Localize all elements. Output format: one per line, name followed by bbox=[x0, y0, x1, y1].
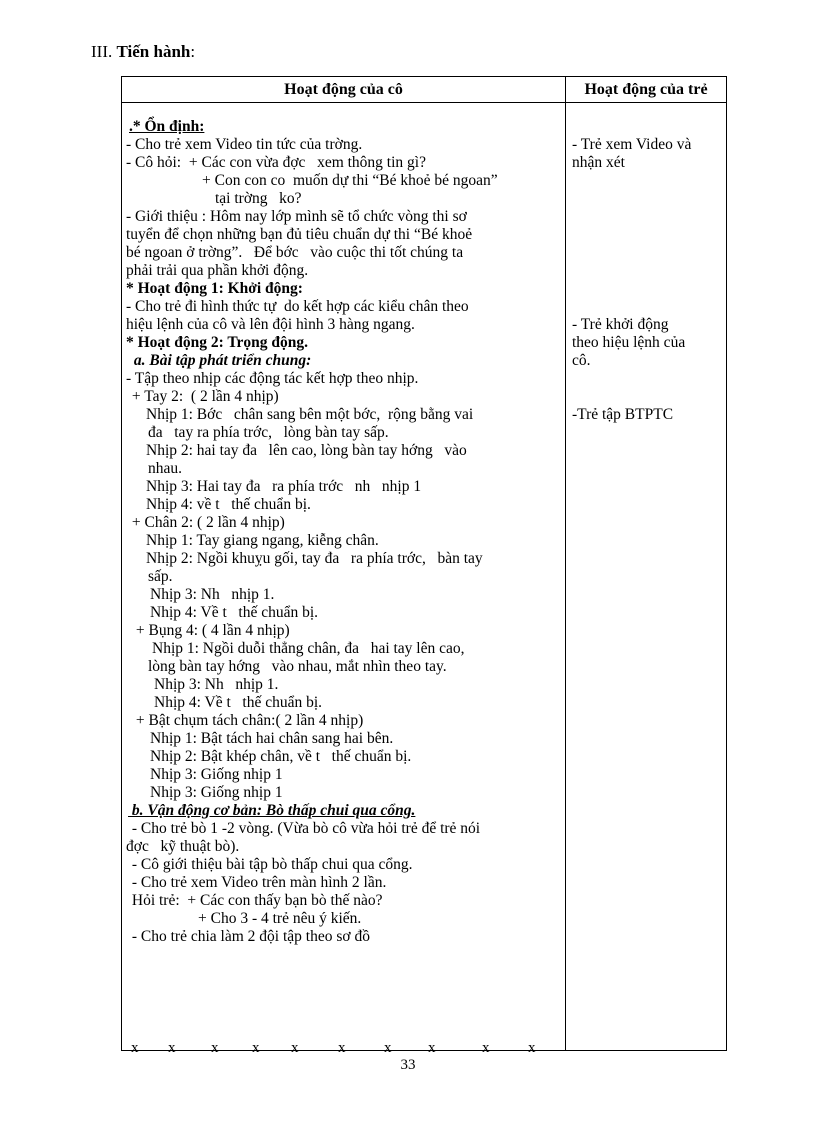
section-colon: : bbox=[190, 42, 196, 61]
teacher-activity-line: Nhịp 1: Bật tách hai chân sang hai bên. bbox=[150, 730, 394, 747]
teacher-activity-line: - Giới thiệu : Hôm nay lớp mình sẽ tổ chức vòng thi sơ bbox=[126, 208, 467, 225]
teacher-activity-line: Nhịp 3: Hai tay đa ra phía trớc nh nhịp 1 bbox=[146, 478, 422, 495]
header-rule bbox=[122, 102, 726, 103]
header-teacher-activity: Hoạt động của cô bbox=[284, 81, 403, 98]
child-activity-line: -Trẻ tập BTPTC bbox=[572, 406, 674, 423]
teacher-activity-line: Nhịp 3: Giống nhịp 1 bbox=[150, 784, 283, 801]
teacher-activity-line: * Hoạt động 1: Khởi động: bbox=[126, 280, 303, 297]
teacher-activity-line: + Tay 2: ( 2 lần 4 nhịp) bbox=[128, 388, 279, 405]
teacher-activity-line: - Cho trẻ chia làm 2 đội tập theo sơ đồ bbox=[128, 928, 370, 945]
child-activity-line: cô. bbox=[572, 352, 591, 369]
child-activity-line: theo hiệu lệnh của bbox=[572, 334, 686, 351]
teacher-activity-line: sấp. bbox=[148, 568, 173, 585]
teacher-activity-line: bé ngoan ở trờng”. Để bớc vào cuộc thi tốt chúng ta bbox=[126, 244, 464, 261]
teacher-activity-line: .* Ổn định: bbox=[129, 118, 205, 135]
teacher-activity-line: lòng bàn tay hớng vào nhau, mắt nhìn theo tay. bbox=[148, 658, 447, 675]
formation-mark: x bbox=[168, 1040, 176, 1056]
teacher-activity-line: - Cho trẻ bò 1 -2 vòng. (Vừa bò cô vừa hỏi trẻ để trẻ nói bbox=[128, 820, 481, 837]
teacher-activity-line: Nhịp 2: Ngồi khuỵu gối, tay đa ra phía trớc, bàn tay bbox=[146, 550, 483, 567]
teacher-activity-line: - Cho trẻ xem Video tin tức của trờng. bbox=[126, 136, 363, 153]
teacher-activity-line: hiệu lệnh của cô và lên đội hình 3 hàng ngang. bbox=[126, 316, 415, 333]
teacher-activity-line: + Bụng 4: ( 4 lần 4 nhịp) bbox=[132, 622, 290, 639]
column-divider bbox=[565, 77, 566, 1050]
formation-mark: x bbox=[252, 1040, 260, 1056]
formation-mark: x bbox=[482, 1040, 490, 1056]
header-child-activity: Hoạt động của trẻ bbox=[584, 81, 708, 98]
teacher-activity-line: đợc kỹ thuật bò). bbox=[126, 838, 240, 855]
formation-mark: x bbox=[384, 1040, 392, 1056]
teacher-activity-line: Nhịp 1: Tay giang ngang, kiễng chân. bbox=[146, 532, 379, 549]
formation-mark: x bbox=[338, 1040, 346, 1056]
teacher-activity-line: - Cô hỏi: + Các con vừa đợc xem thông tin gì? bbox=[126, 154, 426, 171]
teacher-activity-line: tại trờng ko? bbox=[215, 190, 302, 207]
formation-mark: x bbox=[131, 1040, 139, 1056]
teacher-activity-line: * Hoạt động 2: Trọng động. bbox=[126, 334, 309, 351]
teacher-activity-line: - Cô giới thiệu bài tập bò thấp chui qua cổng. bbox=[128, 856, 413, 873]
teacher-activity-line: Hỏi trẻ: + Các con thấy bạn bò thế nào? bbox=[128, 892, 383, 909]
teacher-activity-line: Nhịp 4: về t thế chuẩn bị. bbox=[146, 496, 311, 513]
teacher-activity-line: Nhịp 3: Giống nhịp 1 bbox=[150, 766, 283, 783]
child-activity-line: - Trẻ khởi động bbox=[572, 316, 669, 333]
teacher-activity-line: Nhịp 3: Nh nhịp 1. bbox=[150, 586, 275, 603]
teacher-activity-line: Nhịp 4: Về t thế chuẩn bị. bbox=[154, 694, 323, 711]
teacher-activity-line: đa tay ra phía trớc, lòng bàn tay sấp. bbox=[148, 424, 389, 441]
teacher-activity-line: + Cho 3 - 4 trẻ nêu ý kiến. bbox=[198, 910, 362, 927]
teacher-activity-line: phải trải qua phần khởi động. bbox=[126, 262, 309, 279]
formation-mark: x bbox=[211, 1040, 219, 1056]
teacher-activity-line: Nhịp 1: Bớc chân sang bên một bớc, rộng bằng vai bbox=[146, 406, 474, 423]
child-activity-line: nhận xét bbox=[572, 154, 625, 171]
page-number: 33 bbox=[400, 1057, 416, 1073]
teacher-activity-line: + Bật chụm tách chân:( 2 lần 4 nhịp) bbox=[132, 712, 364, 729]
formation-mark: x bbox=[428, 1040, 436, 1056]
teacher-activity-line: - Cho trẻ đi hình thức tự do kết hợp các kiểu chân theo bbox=[126, 298, 469, 315]
teacher-activity-line: + Chân 2: ( 2 lần 4 nhịp) bbox=[128, 514, 285, 531]
section-heading bbox=[91, 42, 195, 62]
teacher-activity-line: + Con con co muốn dự thi “Bé khoẻ bé ngoan” bbox=[202, 172, 498, 189]
teacher-activity-line: Nhịp 2: Bật khép chân, về t thế chuẩn bị. bbox=[150, 748, 412, 765]
section-title: Tiến hành bbox=[116, 42, 191, 61]
section-number: III. bbox=[91, 42, 113, 61]
formation-mark: x bbox=[528, 1040, 536, 1056]
teacher-activity-line: Nhịp 2: hai tay đa lên cao, lòng bàn tay hớng vào bbox=[146, 442, 467, 459]
activity-table bbox=[121, 76, 727, 1051]
teacher-activity-line: nhau. bbox=[148, 460, 183, 477]
child-activity-line: - Trẻ xem Video và bbox=[572, 136, 692, 153]
teacher-activity-line: - Tập theo nhịp các động tác kết hợp theo nhịp. bbox=[126, 370, 419, 387]
teacher-activity-line: Nhịp 1: Ngồi duỗi thẳng chân, đa hai tay lên cao, bbox=[152, 640, 465, 657]
teacher-activity-line: b. Vận động cơ bản: Bò thấp chui qua cổng. bbox=[128, 802, 416, 819]
teacher-activity-line: Nhịp 4: Về t thế chuẩn bị. bbox=[150, 604, 319, 621]
teacher-activity-line: Nhịp 3: Nh nhịp 1. bbox=[154, 676, 279, 693]
teacher-activity-line: a. Bài tập phát triển chung: bbox=[130, 352, 312, 369]
teacher-activity-line: tuyển để chọn những bạn đủ tiêu chuẩn dự thi “Bé khoẻ bbox=[126, 226, 473, 243]
formation-mark: x bbox=[291, 1040, 299, 1056]
teacher-activity-line: - Cho trẻ xem Video trên màn hình 2 lần. bbox=[128, 874, 387, 891]
